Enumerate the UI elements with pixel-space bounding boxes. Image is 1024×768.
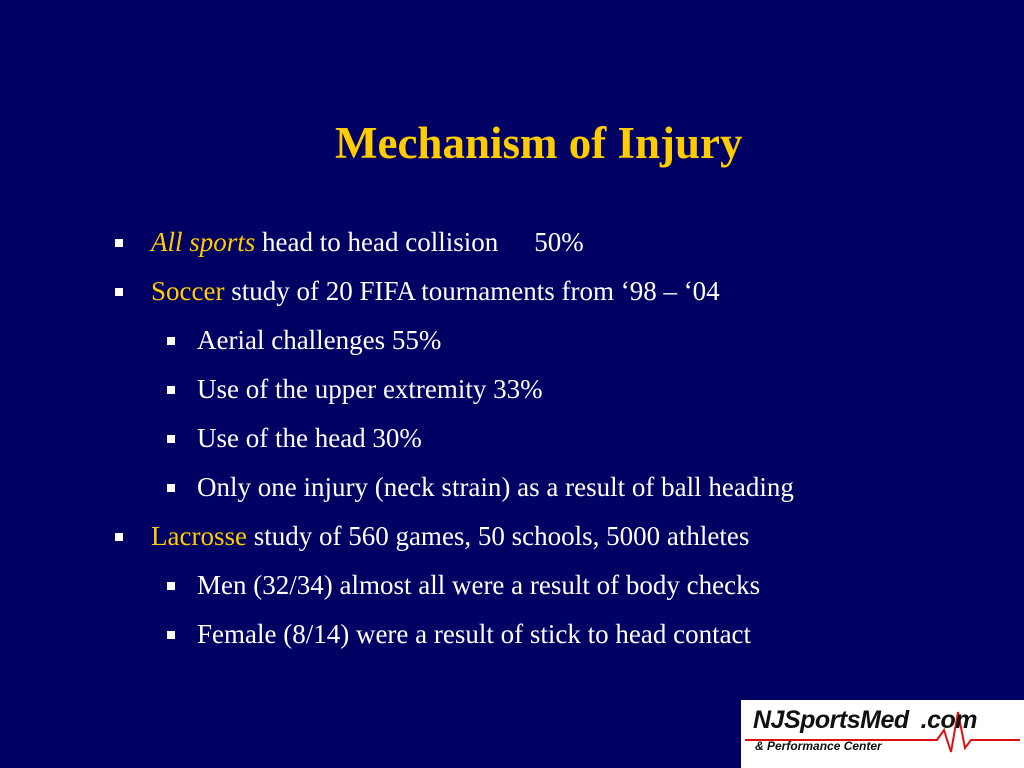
bullet-text: Use of the upper extremity 33% <box>197 374 543 404</box>
logo-name: NJSportsMed <box>753 706 909 734</box>
bullet-square-icon <box>115 239 123 247</box>
bullet-text: study of 560 games, 50 schools, 5000 athletes <box>246 521 750 551</box>
bullet-text: Female (8/14) were a result of stick to head contact <box>197 619 752 649</box>
bullet-soccer <box>151 274 720 308</box>
sub-bullet-upper-extremity <box>197 372 543 406</box>
bullet-square-icon <box>167 582 175 590</box>
logo-subtitle: & Performance Center <box>755 739 882 753</box>
bullet-text: study of 20 FIFA tournaments from ‘98 – ‘04 <box>224 276 720 306</box>
bullet-square-icon <box>167 435 175 443</box>
bullet-square-icon <box>115 288 123 296</box>
bullet-square-icon <box>167 631 175 639</box>
bullet-text: Aerial challenges 55% <box>197 325 442 355</box>
sub-bullet-aerial <box>197 323 441 357</box>
bullet-accent-all-sports: All sports <box>151 227 256 257</box>
bullet-text: Men (32/34) almost all were a result of body checks <box>197 570 761 600</box>
bullet-square-icon <box>167 484 175 492</box>
bullet-square-icon <box>115 533 123 541</box>
slide-title: Mechanism of Injury <box>335 118 743 168</box>
bullet-square-icon <box>167 337 175 345</box>
sub-bullet-men <box>197 568 760 602</box>
bullet-accent-lacrosse: Lacrosse <box>151 521 247 551</box>
bullet-lacrosse <box>151 519 749 553</box>
bullet-text: Only one injury (neck strain) as a result of ball heading <box>197 472 794 502</box>
sub-bullet-ball-heading <box>197 470 794 504</box>
bullet-text: head to head collision <box>255 227 499 257</box>
bullet-value: 50% <box>534 227 584 257</box>
bullet-square-icon <box>167 386 175 394</box>
sub-bullet-female <box>197 617 751 651</box>
bullet-text: Use of the head 30% <box>197 423 422 453</box>
logo-domain: .com <box>920 706 977 734</box>
bullet-accent-soccer: Soccer <box>151 276 225 306</box>
njsportsmed-logo <box>741 700 1024 768</box>
sub-bullet-head <box>197 421 422 455</box>
logo-wordmark <box>753 706 977 735</box>
bullet-all-sports <box>151 225 584 259</box>
